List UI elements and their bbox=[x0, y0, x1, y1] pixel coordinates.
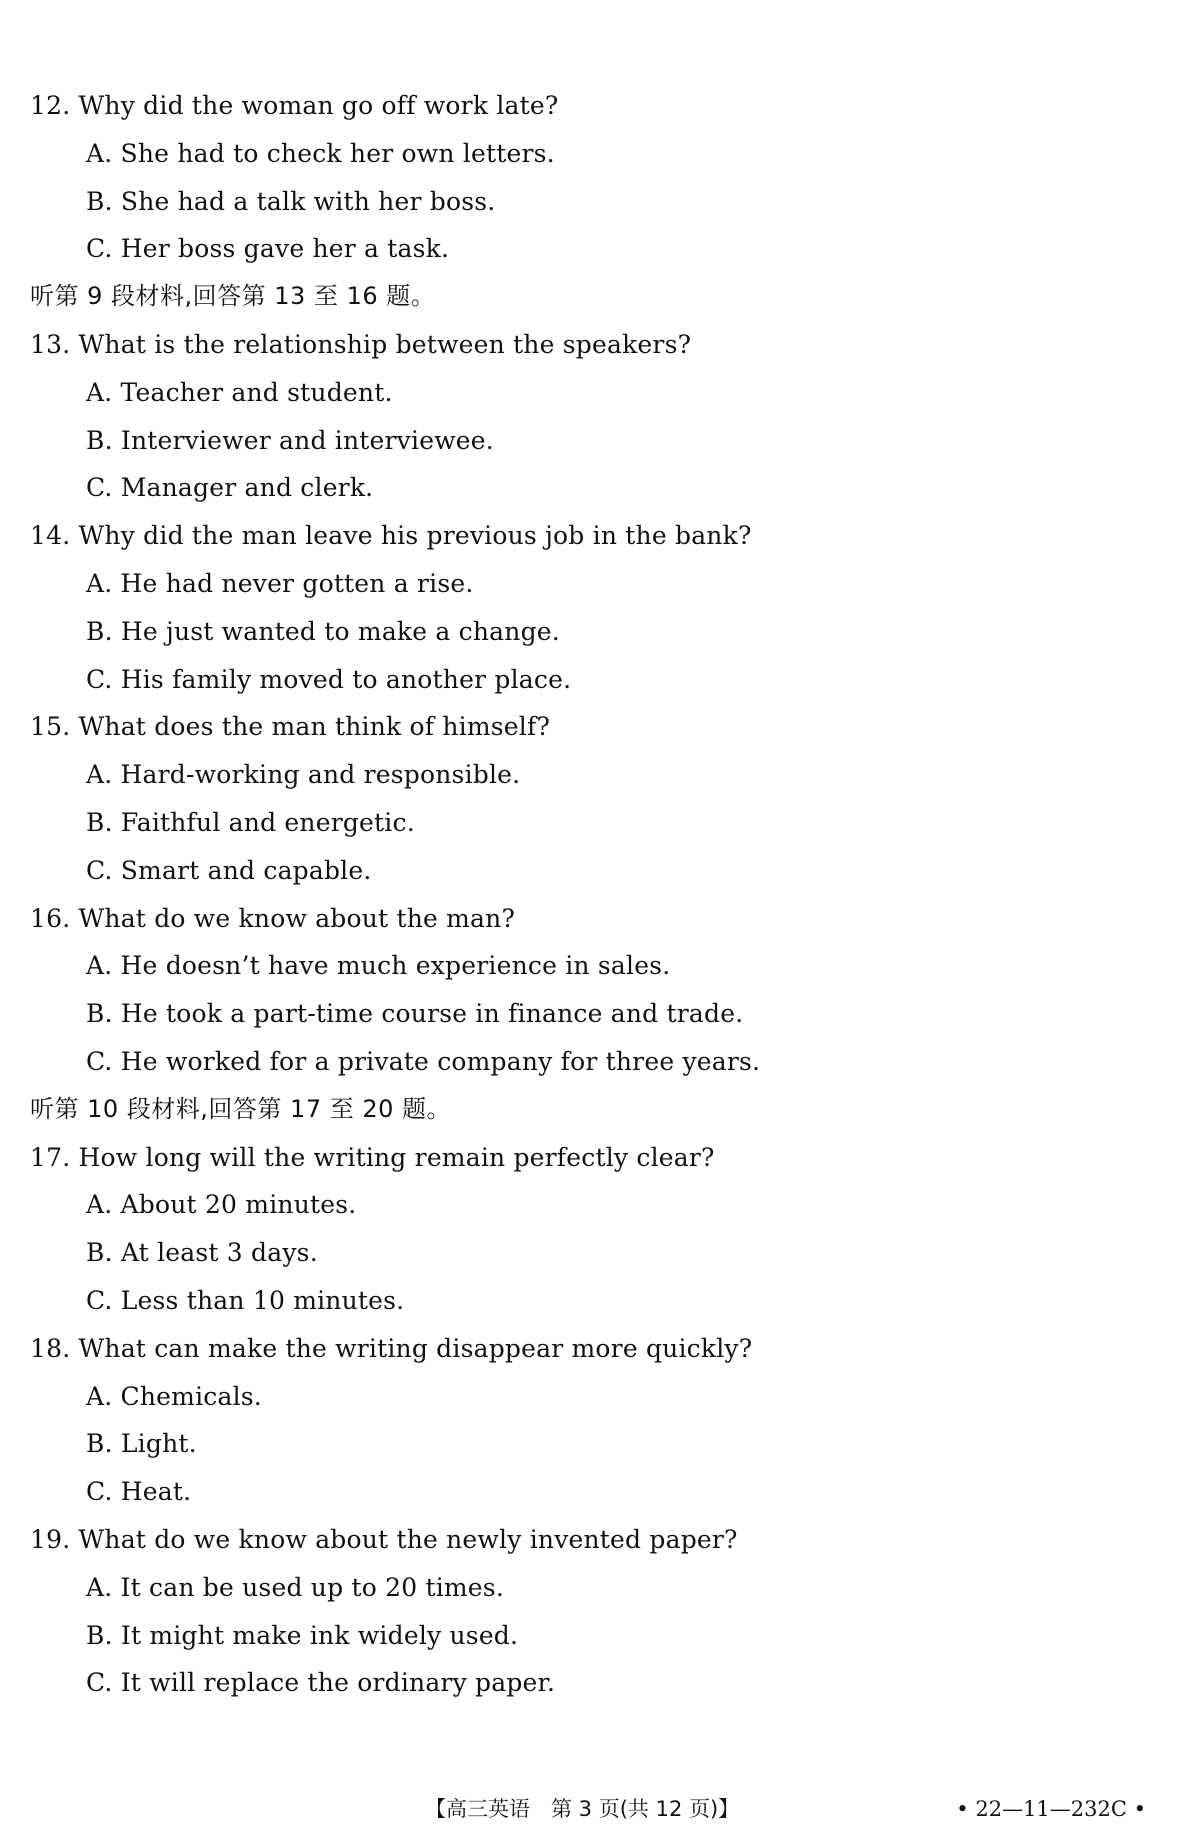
answer-option: C. Heat. bbox=[86, 1477, 192, 1507]
answer-option: A. He doesn’t have much experience in sales. bbox=[86, 951, 671, 981]
answer-option: B. He took a part-time course in finance and trade. bbox=[86, 999, 744, 1029]
answer-option: A. It can be used up to 20 times. bbox=[86, 1572, 504, 1602]
answer-option: B. He just wanted to make a change. bbox=[86, 616, 560, 646]
question-text: 19. What do we know about the newly invented paper? bbox=[30, 1524, 738, 1554]
question-text: 15. What does the man think of himself? bbox=[30, 712, 551, 742]
page-number-label: 【高三英语 第 3 页(共 12 页)】 bbox=[425, 1797, 740, 1821]
answer-option: C. His family moved to another place. bbox=[86, 664, 572, 694]
answer-option: C. Manager and clerk. bbox=[86, 473, 374, 503]
answer-option: A. She had to check her own letters. bbox=[86, 138, 555, 168]
answer-option: C. It will replace the ordinary paper. bbox=[86, 1668, 556, 1698]
answer-option: B. Light. bbox=[86, 1429, 197, 1459]
answer-option: B. Faithful and energetic. bbox=[86, 807, 415, 837]
answer-option: A. Hard-working and responsible. bbox=[86, 760, 521, 790]
answer-option: A. About 20 minutes. bbox=[86, 1190, 357, 1220]
answer-option: C. Less than 10 minutes. bbox=[86, 1285, 405, 1315]
question-text: 14. Why did the man leave his previous job in the bank? bbox=[30, 521, 752, 551]
question-text: 13. What is the relationship between the speakers? bbox=[30, 329, 692, 359]
answer-option: B. Interviewer and interviewee. bbox=[86, 425, 494, 455]
answer-option: C. Her boss gave her a task. bbox=[86, 234, 450, 264]
answer-option: A. Teacher and student. bbox=[86, 377, 393, 407]
answer-option: B. It might make ink widely used. bbox=[86, 1620, 519, 1650]
question-text: 17. How long will the writing remain perfectly clear? bbox=[30, 1142, 715, 1172]
answer-option: A. He had never gotten a rise. bbox=[86, 568, 474, 598]
page-footer bbox=[0, 1792, 1194, 1826]
answer-option: A. Chemicals. bbox=[86, 1381, 262, 1411]
question-text: 12. Why did the woman go off work late? bbox=[30, 91, 559, 120]
answer-option: C. Smart and capable. bbox=[86, 855, 372, 885]
section-instruction: 听第 10 段材料,回答第 17 至 20 题。 bbox=[30, 1094, 452, 1123]
section-instruction: 听第 9 段材料,回答第 13 至 16 题。 bbox=[30, 282, 436, 311]
answer-option: B. At least 3 days. bbox=[86, 1238, 318, 1268]
answer-option: B. She had a talk with her boss. bbox=[86, 186, 496, 216]
question-text: 18. What can make the writing disappear more quickly? bbox=[30, 1333, 753, 1363]
question-text: 16. What do we know about the man? bbox=[30, 903, 516, 933]
document-code: • 22—11—232C • bbox=[956, 1797, 1146, 1821]
answer-option: C. He worked for a private company for three years. bbox=[86, 1046, 761, 1076]
question-list bbox=[30, 82, 1150, 1707]
